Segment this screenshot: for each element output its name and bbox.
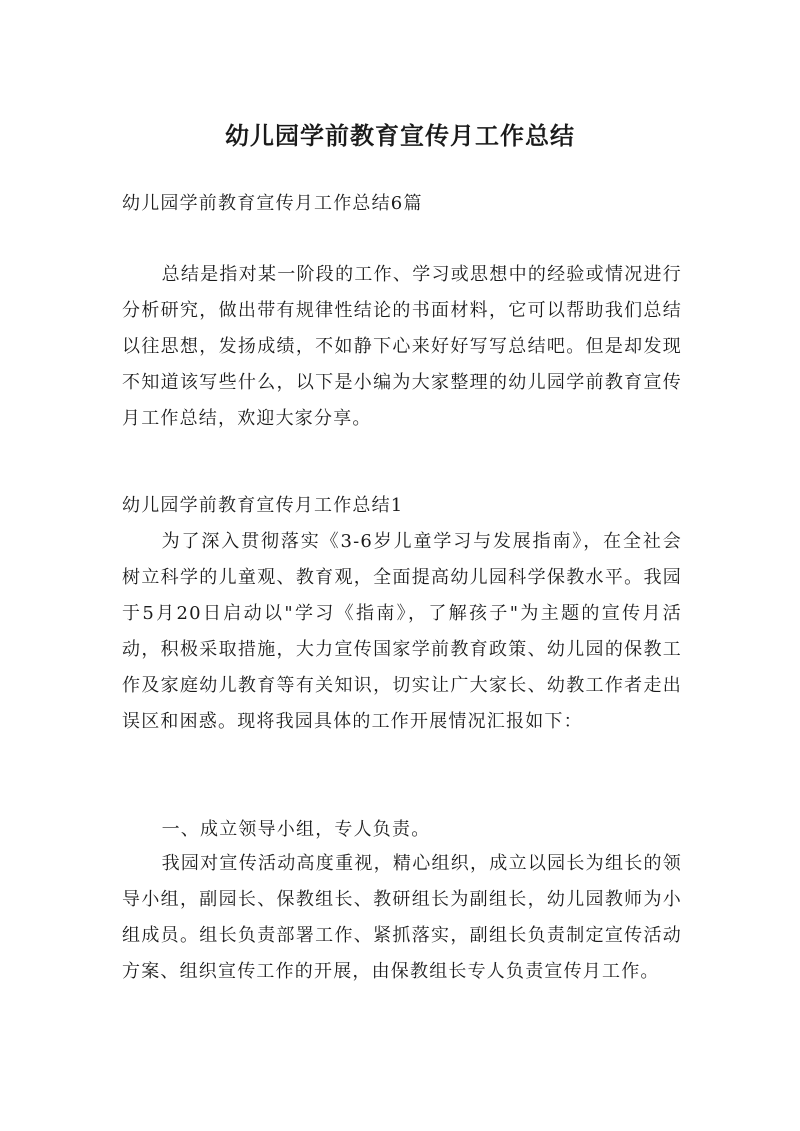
section-heading: 幼儿园学前教育宣传月工作总结1 — [122, 495, 404, 516]
document-subtitle: 幼儿园学前教育宣传月工作总结6篇 — [122, 193, 423, 214]
document-title: 幼儿园学前教育宣传月工作总结 — [225, 122, 575, 151]
body-paragraph: 为了深入贯彻落实《3-6岁儿童学习与发展指南》，在全社会树立科学的儿童观、教育观，全面提高幼儿园科学保教水平。我园于5月20日启动以"学习《指南》，了解孩子"为主题的宣传月活动，积极采取措施，大力宣传国家学前教育政策、幼儿园的保教工作及家庭幼儿教育等有关知识，切实让广大家长、幼教工作者走出误区和困惑。现将我园具体的工作开展情况汇报如下： — [122, 531, 682, 732]
item-heading: 一、成立领导小组，专人负责。 — [161, 819, 431, 840]
intro-paragraph: 总结是指对某一阶段的工作、学习或思想中的经验或情况进行分析研究，做出带有规律性结论的书面材料，它可以帮助我们总结以往思想，发扬成绩，不如静下心来好好写写总结吧。但是却发现不知道该写些什么，以下是小编为大家整理的幼儿园学前教育宣传月工作总结，欢迎大家分享。 — [122, 264, 682, 429]
body-paragraph: 我园对宣传活动高度重视，精心组织，成立以园长为组长的领导小组，副园长、保教组长、教研组长为副组长，幼儿园教师为小组成员。组长负责部署工作、紧抓落实，副组长负责制定宣传活动方案、组织宣传工作的开展，由保教组长专人负责宣传月工作。 — [122, 853, 682, 982]
